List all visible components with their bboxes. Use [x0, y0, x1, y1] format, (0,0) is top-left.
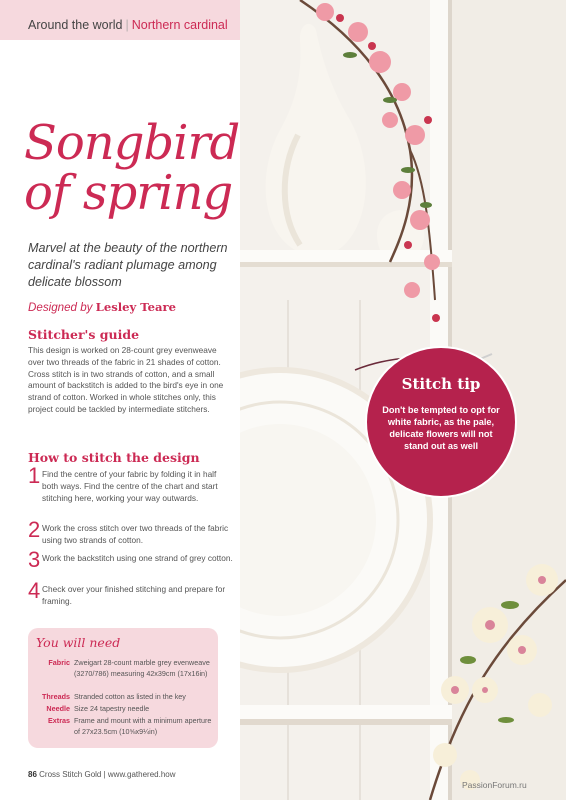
step-number: 1 [28, 463, 41, 488]
stitch-tip-heading: Stitch tip [401, 375, 481, 393]
step-number: 2 [28, 517, 41, 542]
need-value: Frame and mount with a minimum aperture of 27x23.5cm (10⅝x9¼in) [74, 716, 212, 736]
step-text: Check over your finished stitching and prepare for framing. [42, 584, 226, 606]
stitchers-guide-heading: Stitcher's guide [28, 327, 140, 342]
section-label: Around the world [28, 18, 123, 32]
footer-text: Cross Stitch Gold | www.gathered.how [36, 770, 176, 779]
page-footer [28, 770, 176, 779]
page-number: 86 [28, 770, 37, 779]
step-number: 3 [28, 547, 41, 572]
you-will-need-box [28, 628, 218, 748]
need-label: Threads [42, 692, 70, 701]
designer-name: Lesley Teare [95, 300, 176, 314]
need-value: Size 24 tapestry needle [74, 704, 150, 713]
step-text: Work the cross stitch over two threads of the fabric using two strands of cotton. [42, 523, 229, 545]
article-title [24, 115, 240, 221]
need-value: Stranded cotton as listed in the key [74, 692, 186, 701]
section-header [28, 18, 228, 32]
article-standfirst: Marvel at the beauty of the northern cardinal's radiant plumage among delicate blossom [28, 241, 228, 289]
stitchers-guide-body: This design is worked on 28-count grey evenweave over two threads of the fabric in 21 shades of cotton. Cross stitch is in two strands of cotton, and a small amount of backstitch is added to the bird's eye in one strand of cotton. Worked in whole stitches only, this project could be tackled by intermediate stitchers. [28, 345, 224, 414]
step-text: Work the backstitch using one strand of grey cotton. [42, 553, 233, 563]
watermark-text: PassionForum.ru [462, 780, 527, 790]
you-will-need-heading: You will need [36, 635, 121, 650]
need-label: Needle [46, 704, 70, 713]
title-line-2: of spring [24, 165, 233, 221]
designer-credit [28, 300, 176, 314]
topic-label: Northern cardinal [131, 18, 228, 32]
article-text-column [0, 0, 240, 800]
stitch-tip-badge [365, 346, 517, 498]
need-label: Fabric [48, 658, 70, 667]
header-separator: | [125, 18, 129, 32]
need-value: Zweigart 28-count marble grey evenweave (3270/786) measuring 42x39cm (17x16in) [74, 658, 210, 678]
how-to-heading: How to stitch the design [28, 450, 200, 465]
step-number: 4 [28, 578, 41, 603]
need-label: Extras [48, 716, 70, 725]
stitch-tip-body: Don't be tempted to opt for white fabric, as the pale, delicate flowers will not stand out as well [382, 405, 500, 451]
step-text: Find the centre of your fabric by folding it in half both ways. Find the centre of the chart and start stitching here, working your way outwards. [42, 469, 218, 503]
title-line-1: Songbird [24, 115, 240, 171]
designer-prefix: Designed by [28, 301, 96, 314]
